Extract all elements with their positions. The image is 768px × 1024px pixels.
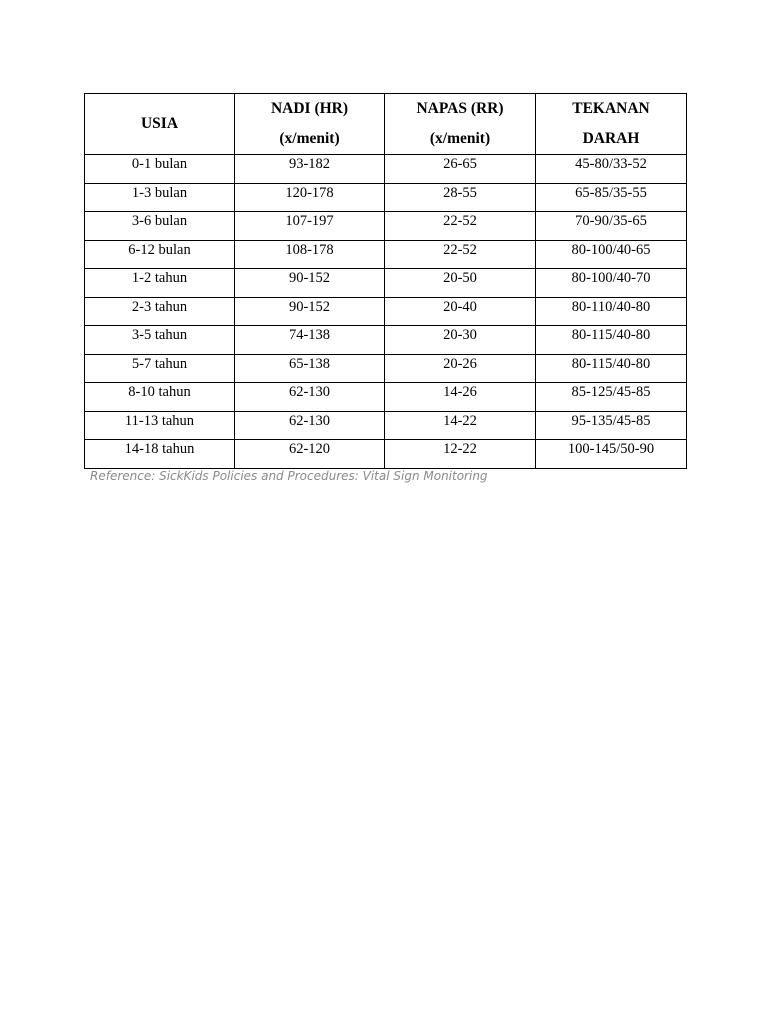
- cell-napas: 22-52: [385, 240, 536, 269]
- cell-napas: 22-52: [385, 212, 536, 241]
- table-row: [85, 212, 687, 241]
- cell-tekanan-darah: 85-125/45-85: [536, 383, 687, 412]
- cell-napas: 14-26: [385, 383, 536, 412]
- cell-nadi: 65-138: [235, 354, 385, 383]
- header-tekanan-darah: [536, 94, 687, 155]
- cell-usia: 14-18 tahun: [85, 440, 235, 469]
- cell-nadi: 90-152: [235, 297, 385, 326]
- cell-nadi: 90-152: [235, 269, 385, 298]
- table-row: [85, 411, 687, 440]
- table-row: [85, 383, 687, 412]
- header-napas-unit: (x/menit): [429, 130, 491, 147]
- table-row: [85, 297, 687, 326]
- cell-tekanan-darah: 70-90/35-65: [536, 212, 687, 241]
- cell-usia: 2-3 tahun: [85, 297, 235, 326]
- cell-usia: 3-5 tahun: [85, 326, 235, 355]
- header-tekanan-label: TEKANAN: [572, 100, 650, 117]
- header-nadi: [235, 94, 385, 155]
- vital-signs-table: [84, 93, 687, 469]
- cell-nadi: 74-138: [235, 326, 385, 355]
- cell-nadi: 120-178: [235, 183, 385, 212]
- cell-napas: 28-55: [385, 183, 536, 212]
- table-row: [85, 440, 687, 469]
- table-row: [85, 354, 687, 383]
- cell-tekanan-darah: 80-100/40-65: [536, 240, 687, 269]
- cell-usia: 3-6 bulan: [85, 212, 235, 241]
- cell-tekanan-darah: 80-100/40-70: [536, 269, 687, 298]
- cell-nadi: 62-120: [235, 440, 385, 469]
- cell-tekanan-darah: 80-115/40-80: [536, 326, 687, 355]
- reference-caption: Reference: SickKids Policies and Procedures: Vital Sign Monitoring: [90, 469, 488, 483]
- header-napas-label: NAPAS (RR): [416, 100, 504, 117]
- cell-usia: 8-10 tahun: [85, 383, 235, 412]
- cell-tekanan-darah: 80-115/40-80: [536, 354, 687, 383]
- cell-napas: 20-30: [385, 326, 536, 355]
- cell-tekanan-darah: 65-85/35-55: [536, 183, 687, 212]
- cell-usia: 5-7 tahun: [85, 354, 235, 383]
- header-darah-label: DARAH: [582, 130, 640, 147]
- table-row: [85, 183, 687, 212]
- table-row: [85, 155, 687, 184]
- table-header-row: [85, 94, 687, 155]
- cell-tekanan-darah: 95-135/45-85: [536, 411, 687, 440]
- cell-usia: 11-13 tahun: [85, 411, 235, 440]
- cell-usia: 1-2 tahun: [85, 269, 235, 298]
- cell-tekanan-darah: 80-110/40-80: [536, 297, 687, 326]
- cell-usia: 1-3 bulan: [85, 183, 235, 212]
- cell-nadi: 107-197: [235, 212, 385, 241]
- header-nadi-label: NADI (HR): [270, 100, 349, 117]
- cell-tekanan-darah: 45-80/33-52: [536, 155, 687, 184]
- table-row: [85, 269, 687, 298]
- cell-napas: 20-50: [385, 269, 536, 298]
- cell-nadi: 93-182: [235, 155, 385, 184]
- header-usia: [85, 94, 235, 155]
- cell-usia: 0-1 bulan: [85, 155, 235, 184]
- cell-tekanan-darah: 100-145/50-90: [536, 440, 687, 469]
- cell-napas: 14-22: [385, 411, 536, 440]
- cell-napas: 20-26: [385, 354, 536, 383]
- cell-usia: 6-12 bulan: [85, 240, 235, 269]
- table-row: [85, 240, 687, 269]
- cell-napas: 26-65: [385, 155, 536, 184]
- cell-napas: 20-40: [385, 297, 536, 326]
- cell-nadi: 108-178: [235, 240, 385, 269]
- cell-nadi: 62-130: [235, 411, 385, 440]
- cell-napas: 12-22: [385, 440, 536, 469]
- header-nadi-unit: (x/menit): [279, 130, 340, 147]
- table-row: [85, 326, 687, 355]
- header-usia-label: USIA: [140, 115, 179, 132]
- cell-nadi: 62-130: [235, 383, 385, 412]
- header-napas: [385, 94, 536, 155]
